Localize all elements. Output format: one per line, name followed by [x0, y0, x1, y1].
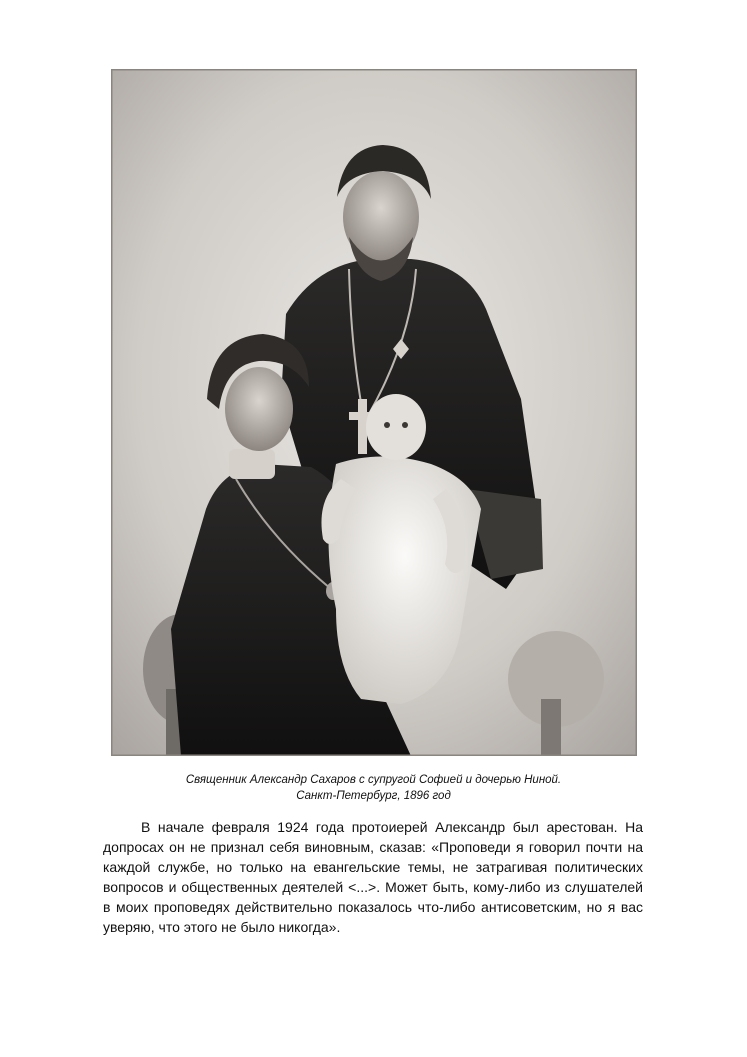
pectoral-cross: [358, 399, 367, 454]
photo-caption-line2: Санкт-Петербург, 1896 год: [296, 790, 451, 802]
family-photograph: [111, 69, 637, 756]
baby-face: [366, 394, 426, 460]
photo-caption-line1: Священник Александр Сахаров с супругой Софией и дочерью Ниной.: [185, 774, 562, 786]
body-paragraph: В начале февраля 1924 года протоиерей Александр был арестован. На допросах он не признал себя виновным, сказав: «Проповеди я говорил почти на каждой службе, но только на евангельские темы, не затрагивая политических вопросов и общественных деятелей <...>. Может быть, кому-либо из слушателей в моих проповедях действительно показалось что-либо антисоветским, но я вас уверяю, что этого не было никогда».: [103, 819, 643, 935]
body-text: [103, 817, 643, 937]
woman-face: [225, 367, 293, 451]
